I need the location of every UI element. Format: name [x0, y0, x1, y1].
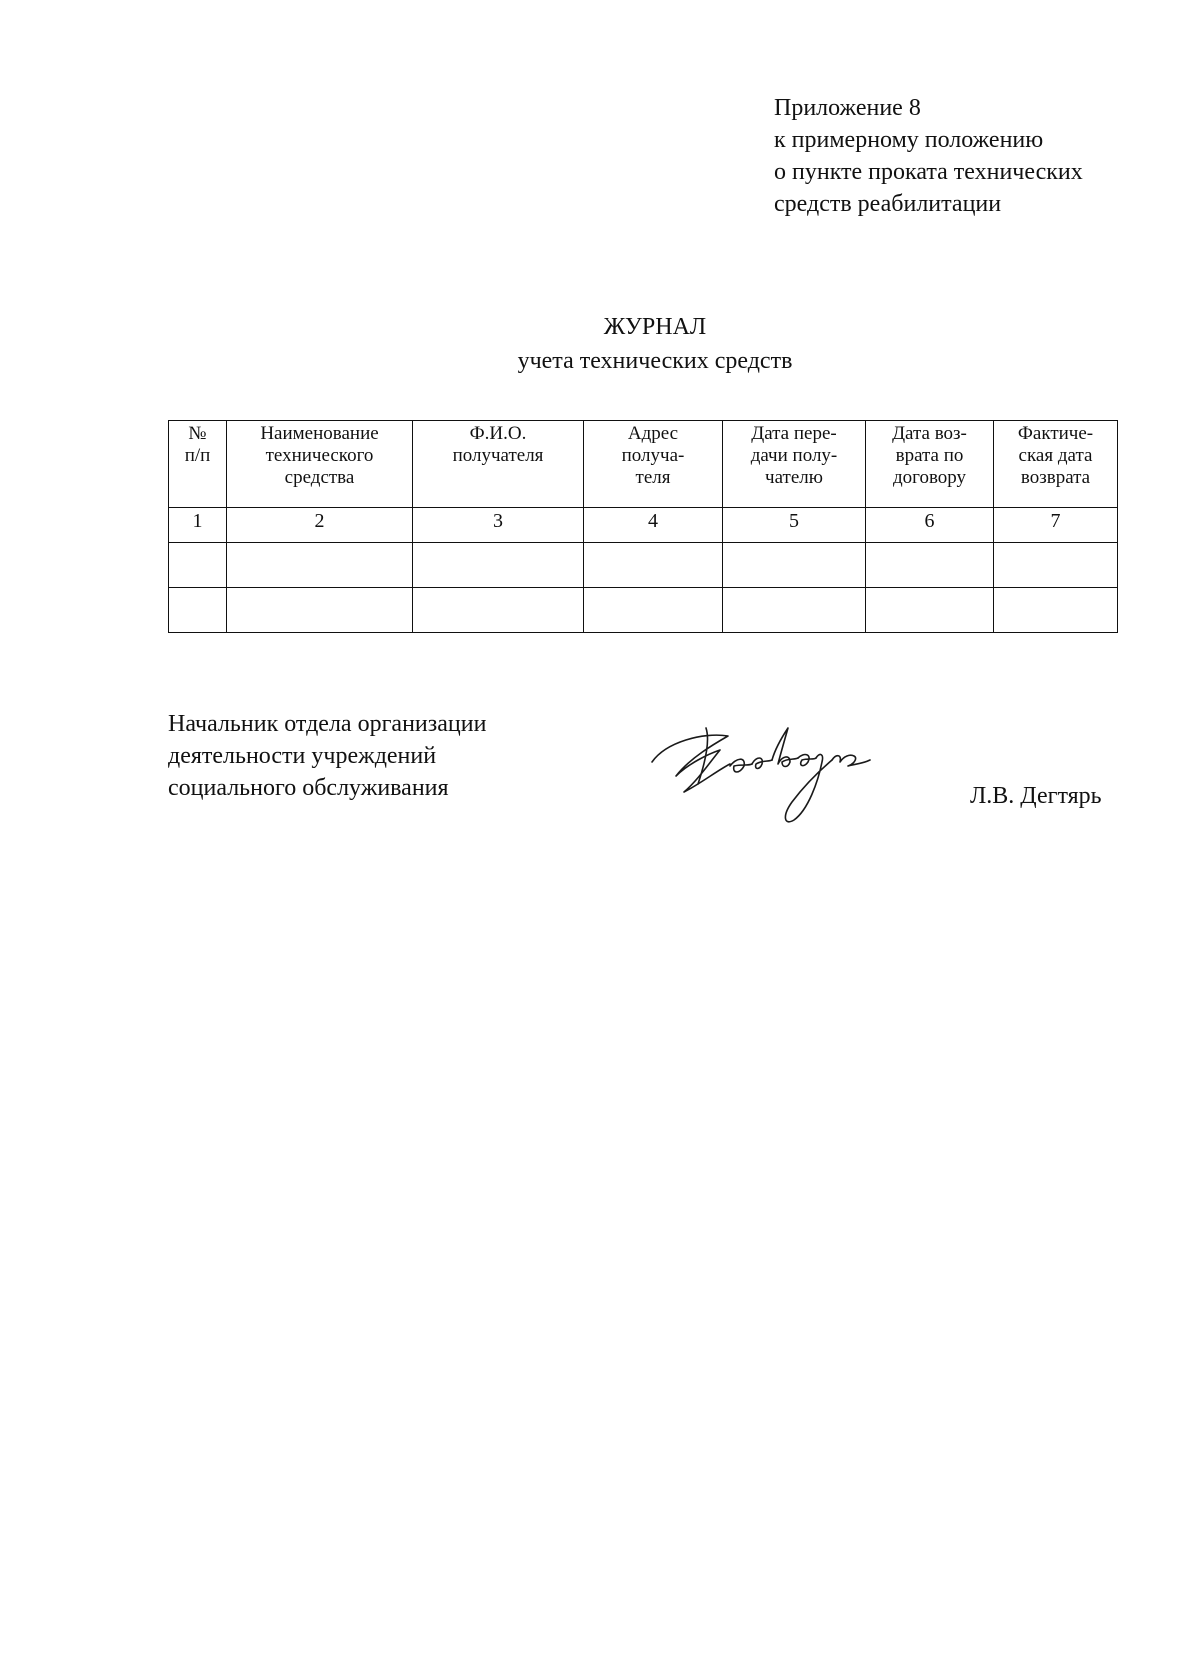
column-number: 7	[994, 508, 1118, 543]
header-contract-return-date: Дата воз- врата по договору	[866, 421, 994, 508]
table-cell	[584, 588, 723, 633]
table-cell	[866, 543, 994, 588]
header-recipient-address: Адрес получа- теля	[584, 421, 723, 508]
document-subtitle: учета технических средств	[517, 348, 793, 374]
column-number: 1	[169, 508, 227, 543]
signer-position-line-3: социального обслуживания	[168, 775, 449, 801]
column-number: 3	[413, 508, 584, 543]
table-cell	[584, 543, 723, 588]
column-number: 4	[584, 508, 723, 543]
table-row	[169, 588, 1118, 633]
journal-table	[168, 420, 1118, 633]
annex-ref-line-1: к примерному положению	[774, 127, 1044, 153]
table-cell	[994, 588, 1118, 633]
annex-ref-line-2: о пункте проката технических	[774, 159, 1083, 185]
table-header-row	[169, 421, 1118, 508]
column-number-row	[169, 508, 1118, 543]
table-cell	[723, 543, 866, 588]
table-cell	[413, 543, 584, 588]
column-number: 2	[227, 508, 413, 543]
table-cell	[169, 588, 227, 633]
column-number: 5	[723, 508, 866, 543]
header-recipient-name: Ф.И.О. получателя	[413, 421, 584, 508]
column-number: 6	[866, 508, 994, 543]
signer-position-line-1: Начальник отдела организации	[168, 711, 487, 737]
signer-position-line-2: деятельности учреждений	[168, 743, 437, 769]
title-block	[0, 310, 1200, 378]
annex-ref-line-3: средств реабилитации	[774, 191, 1002, 217]
header-number: № п/п	[169, 421, 227, 508]
table-cell	[169, 543, 227, 588]
handwritten-signature	[648, 720, 878, 830]
signer-name: Л.В. Дегтярь	[970, 783, 1102, 809]
table-cell	[413, 588, 584, 633]
table-cell	[227, 588, 413, 633]
table-cell	[866, 588, 994, 633]
document-title: ЖУРНАЛ	[603, 314, 707, 340]
annex-block	[774, 92, 1083, 220]
table-cell	[227, 543, 413, 588]
header-device-name: Наименование технического средства	[227, 421, 413, 508]
header-actual-return-date: Фактиче- ская дата возврата	[994, 421, 1118, 508]
table-row	[169, 543, 1118, 588]
header-handover-date: Дата пере- дачи полу- чателю	[723, 421, 866, 508]
table-cell	[723, 588, 866, 633]
signer-position	[168, 708, 486, 804]
table-cell	[994, 543, 1118, 588]
annex-number: Приложение 8	[774, 95, 921, 121]
